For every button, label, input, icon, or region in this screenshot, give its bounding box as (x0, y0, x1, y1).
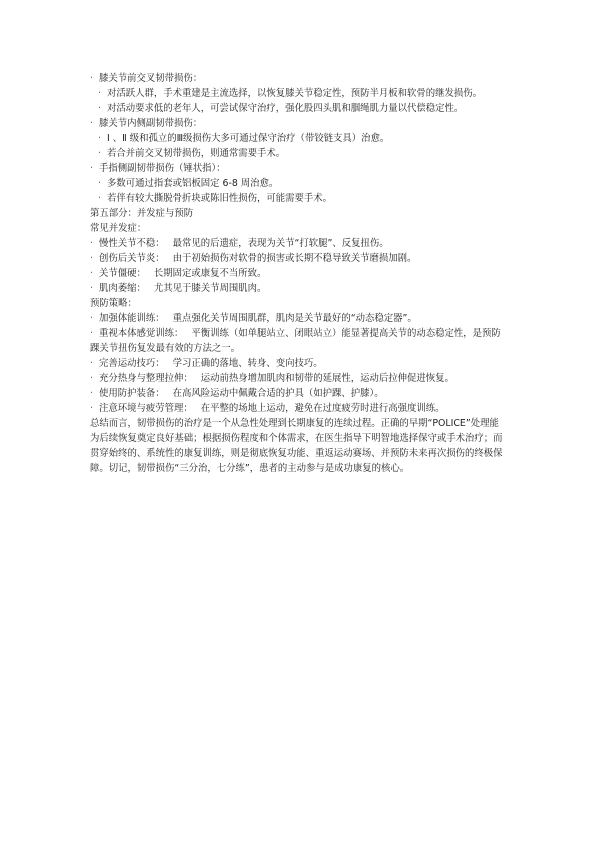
item-label: 注意环境与疲劳管理： (99, 403, 193, 414)
complications-heading: 常见并发症： (90, 223, 147, 234)
list-item: · 若伴有较大撕脱骨折块或陈旧性损伤，可能需要手术。 (98, 193, 333, 204)
item-label: 创伤后关节炎： (99, 253, 165, 264)
list-item: · 重视本体感觉训练： 平衡训练（如单腿站立、闭眼站立）能显著提高关节的动态稳定性，是预防踝关节扭伤复发最有效的方法之一。 (90, 328, 501, 354)
document-body (90, 71, 505, 476)
list-item: · 加强体能训练： 重点强化关节周围肌群，肌肉是关节最好的“动态稳定器”。 (90, 313, 417, 324)
bullet-marker: · (90, 73, 93, 84)
list-item: · 使用防护装备： 在高风险运动中佩戴合适的护具（如护踝、护膝）。 (90, 388, 384, 399)
item-label: 关节僵硬： (99, 268, 146, 279)
list-item: · 充分热身与整理拉伸： 运动前热身增加肌肉和韧带的延展性，运动后拉伸促进恢复。 (90, 373, 454, 384)
section-heading: 第五部分：并发症与预防 (90, 208, 194, 219)
bullet-marker: · (90, 283, 93, 294)
bullet-marker: · (98, 103, 101, 114)
list-item: · 肌肉萎缩： 尤其见于膝关节周围肌肉。 (90, 283, 267, 294)
list-item: · Ⅰ 、Ⅱ 级和孤立的Ⅲ级损伤大多可通过保守治疗（带铰链支具）治愈。 (98, 133, 390, 144)
prevention-heading: 预防策略： (90, 298, 137, 309)
bullet-marker: · (90, 313, 93, 324)
bullet-marker: · (98, 178, 101, 189)
bullet-marker: · (90, 238, 93, 249)
list-item: · 注意环境与疲劳管理： 在平整的场地上运动，避免在过度疲劳时进行高强度训练。 (90, 403, 445, 414)
item-label: 慢性关节不稳： (99, 238, 165, 249)
bullet-marker: · (90, 163, 93, 174)
bullet-marker: · (90, 358, 93, 369)
bullet-marker: · (90, 403, 93, 414)
bullet-marker: · (98, 133, 101, 144)
bullet-marker: · (90, 268, 93, 279)
bullet-marker: · (98, 88, 101, 99)
list-item: · 创伤后关节炎： 由于初始损伤对软骨的损害或长期不稳导致关节磨损加剧。 (90, 253, 417, 264)
bullet-marker: · (90, 373, 93, 384)
list-item: · 若合并前交叉韧带损伤，则通常需要手术。 (98, 148, 286, 159)
list-item: · 膝关节内侧副韧带损伤： (90, 118, 203, 129)
item-label: 加强体能训练： (99, 313, 165, 324)
bullet-marker: · (98, 193, 101, 204)
bullet-marker: · (98, 148, 101, 159)
list-item: · 对活动要求低的老年人，可尝试保守治疗，强化股四头肌和腘绳肌力量以代偿稳定性。 (98, 103, 464, 114)
list-item: · 完善运动技巧： 学习正确的落地、转身、变向技巧。 (90, 358, 323, 369)
list-item: · 多数可通过指套或铝板固定 6-8 周治愈。 (98, 178, 279, 189)
item-label: 重视本体感觉训练： (99, 328, 184, 339)
summary-paragraph: 总结而言，韧带损伤的治疗是一个从急性处理到长期康复的连续过程。正确的早期“POLICE”处理能为后续恢复奠定良好基础；根据损伤程度和个体需求，在医生指导下明智地选择保守或手术治疗；而贯穿始终的、系统性的康复训练，则是彻底恢复功能、重返运动赛场、并预防未来再次损伤的终极保障。切记，韧带损伤“三分治，七分练”，患者的主动参与是成功康复的核心。 (90, 418, 503, 474)
item-label: 肌肉萎缩： (99, 283, 146, 294)
list-item: · 关节僵硬： 长期固定或康复不当所致。 (90, 268, 267, 279)
list-item: · 对活跃人群，手术重建是主流选择，以恢复膝关节稳定性，预防半月板和软骨的继发损伤。 (98, 88, 483, 99)
list-item: · 手指侧副韧带损伤（锤状指）： (90, 163, 226, 174)
list-item: · 膝关节前交叉韧带损伤： (90, 73, 203, 84)
bullet-marker: · (90, 328, 93, 339)
bullet-marker: · (90, 118, 93, 129)
item-label: 使用防护装备： (99, 388, 165, 399)
bullet-marker: · (90, 388, 93, 399)
item-label: 完善运动技巧： (99, 358, 165, 369)
bullet-marker: · (90, 253, 93, 264)
item-label: 充分热身与整理拉伸： (99, 373, 193, 384)
list-item: · 慢性关节不稳： 最常见的后遗症，表现为关节“打软腿”、反复扭伤。 (90, 238, 389, 249)
